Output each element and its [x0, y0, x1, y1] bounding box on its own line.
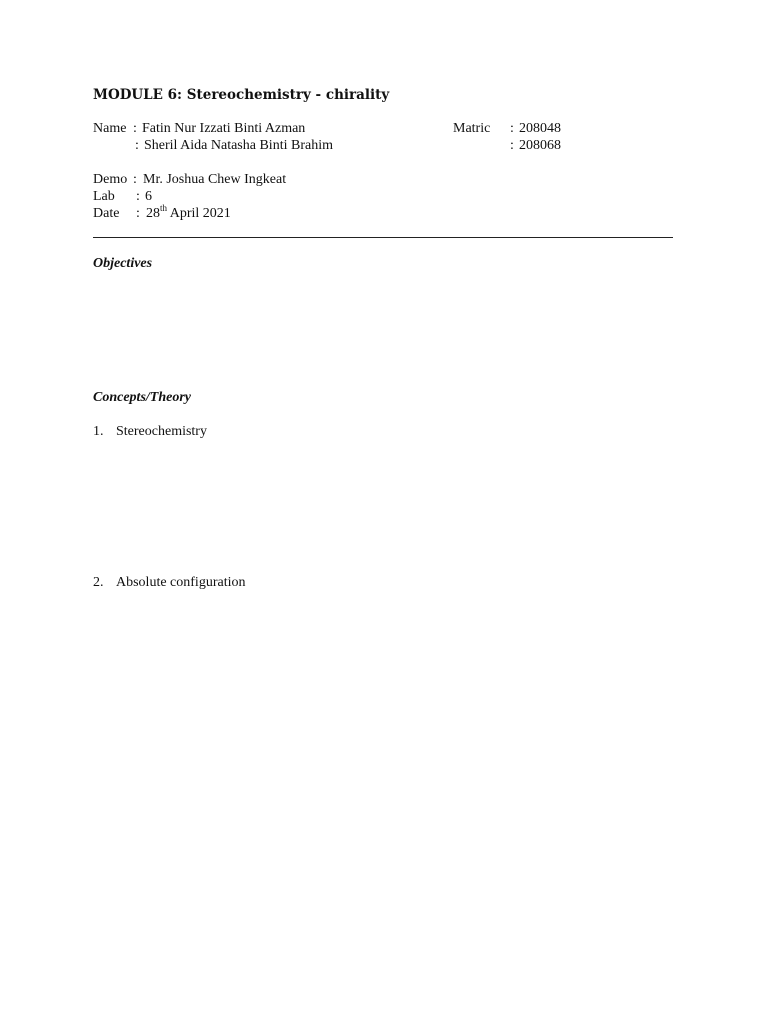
list-item-2-text: Absolute configuration [116, 575, 246, 590]
date-separator: : [136, 206, 140, 221]
matric-label: Matric [453, 121, 491, 136]
name-separator: : [133, 121, 137, 136]
demo-label: Demo [93, 172, 128, 187]
date-label: Date [93, 206, 120, 221]
name-label: Name [93, 121, 127, 136]
date-rest: April 2021 [167, 206, 231, 221]
lab-label: Lab [93, 189, 115, 204]
student-name-2: Sheril Aida Natasha Binti Brahim [144, 138, 333, 153]
list-item-2-number: 2. [93, 575, 104, 590]
name-separator-2: : [135, 138, 139, 153]
module-title: MODULE 6: Stereochemistry - chirality [93, 87, 390, 103]
date-suffix: th [160, 203, 168, 213]
demo-value: Mr. Joshua Chew Ingkeat [143, 172, 287, 187]
objectives-heading: Objectives [93, 256, 153, 271]
student-name-1: Fatin Nur Izzati Binti Azman [142, 121, 306, 136]
date-day: 28 [146, 206, 160, 221]
list-item-1-number: 1. [93, 424, 104, 439]
list-item-1-text: Stereochemistry [116, 424, 207, 439]
matric-separator-1: : [510, 121, 514, 136]
horizontal-rule [93, 237, 673, 238]
date-value [146, 203, 231, 221]
matric-separator-2: : [510, 138, 514, 153]
concepts-heading: Concepts/Theory [93, 390, 191, 405]
demo-separator: : [133, 172, 137, 187]
lab-value: 6 [145, 189, 152, 204]
matric-value-1: 208048 [519, 121, 561, 136]
matric-value-2: 208068 [519, 138, 561, 153]
lab-separator: : [136, 189, 140, 204]
